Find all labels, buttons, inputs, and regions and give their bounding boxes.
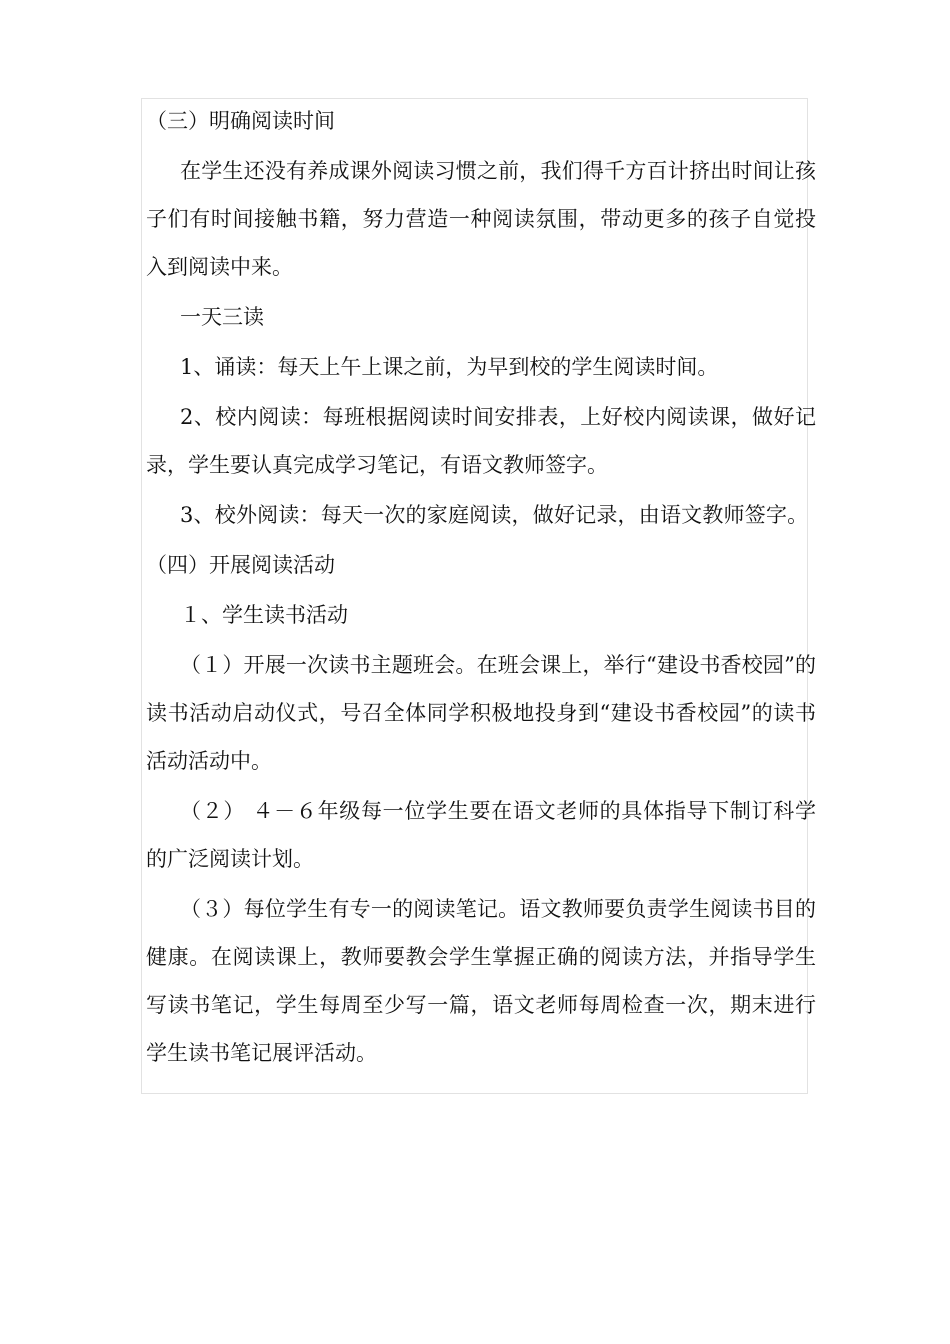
activity-item-2: （２） ４－６年级每一位学生要在语文老师的具体指导下制订科学的广泛阅读计划。 <box>146 799 816 871</box>
activity-item-1: （１）开展一次读书主题班会。在班会课上，举行“建设书香校园”的读书活动启动仪式，号召全体同学积极地投身到“建设书香校园”的读书活动活动中。 <box>146 653 816 773</box>
subheading-three-readings: 一天三读 <box>180 305 264 329</box>
list-item-school-reading: 2、校内阅读：每班根据阅读时间安排表，上好校内阅读课，做好记录，学生要认真完成学习笔记，有语文教师签字。 <box>146 405 816 477</box>
activity-item-3: （３）每位学生有专一的阅读笔记。语文教师要负责学生阅读书目的健康。在阅读课上，教师要教会学生掌握正确的阅读方法，并指导学生写读书笔记，学生每周至少写一篇，语文老师每周检查一次，期末进行学生读书笔记展评活动。 <box>146 897 816 1065</box>
section-heading-3: （三）明确阅读时间 <box>146 109 335 133</box>
section-heading-4: （四）开展阅读活动 <box>146 553 335 577</box>
list-item-recitation: 1、诵读：每天上午上课之前，为早到校的学生阅读时间。 <box>180 355 719 379</box>
list-item-home-reading: 3、校外阅读：每天一次的家庭阅读，做好记录，由语文教师签字。 <box>180 503 809 527</box>
document-body <box>146 97 816 1079</box>
paragraph-intro: 在学生还没有养成课外阅读习惯之前，我们得千方百计挤出时间让孩子们有时间接触书籍，努力营造一种阅读氛围，带动更多的孩子自觉投入到阅读中来。 <box>146 159 816 279</box>
subheading-student-activities: １、学生读书活动 <box>180 603 348 627</box>
